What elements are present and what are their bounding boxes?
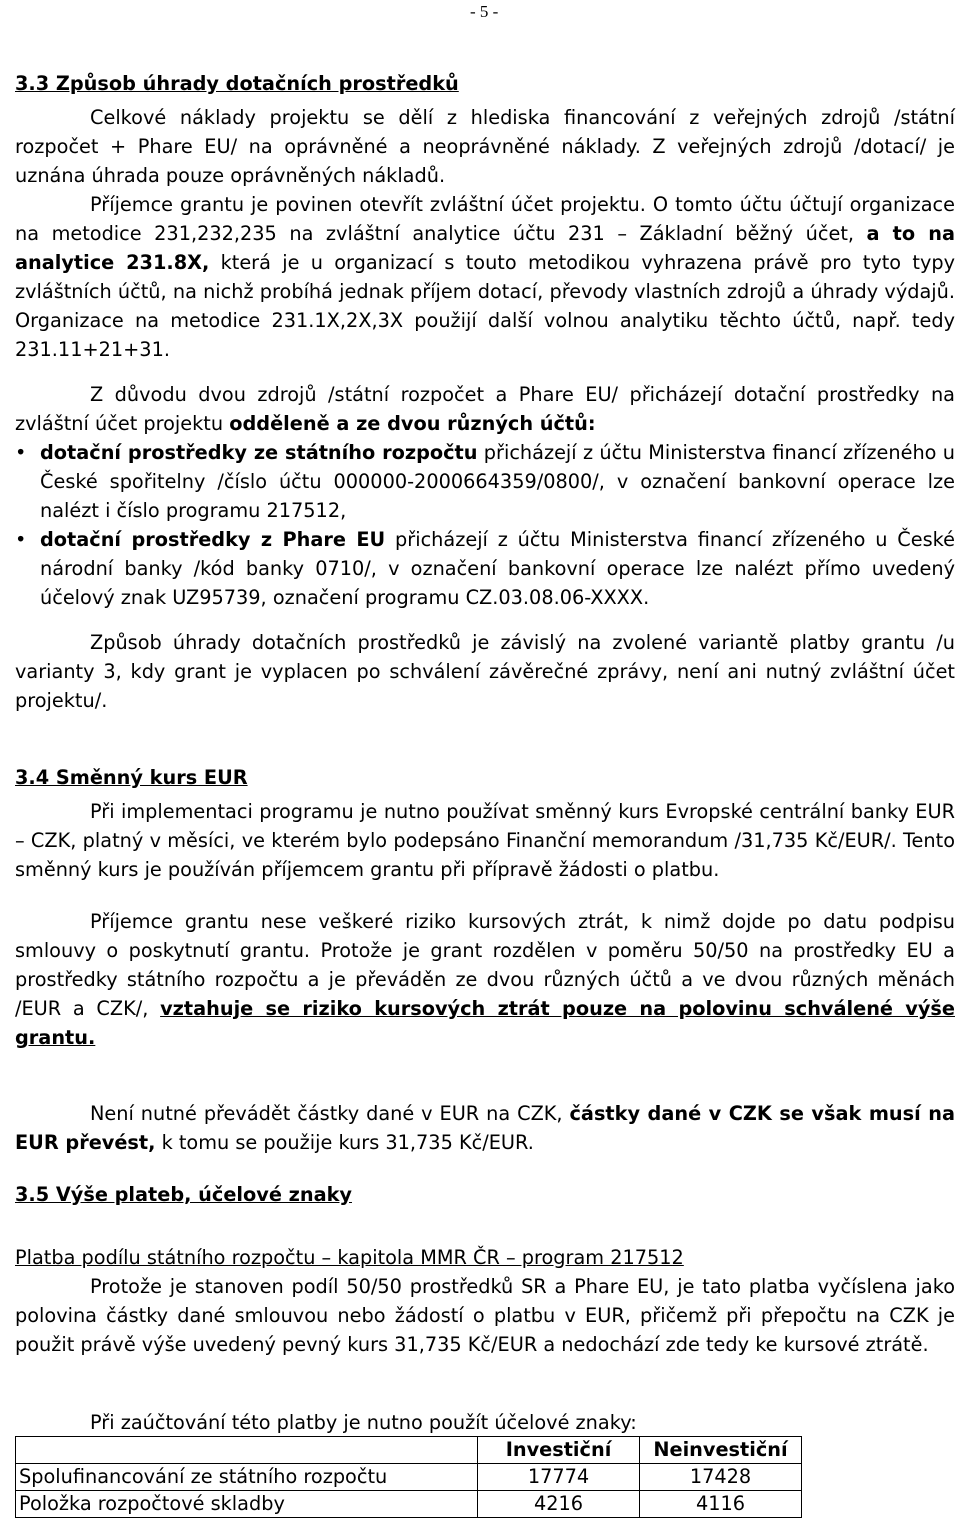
text-run: přicházejí z účtu Ministerstva financí zřízeného u České národní banky /kód banky 0710/, v označení bankovní operace lze nalézt přímo uvedený účelový znak UZ95739, označení programu CZ.03.08.06-XXXX. bbox=[40, 528, 955, 609]
page-number: - 5 - bbox=[470, 2, 499, 21]
bold-run: částky dané v CZK se však musí na EUR převést, bbox=[15, 1102, 955, 1154]
text-run: Příjemce grantu nese veškeré riziko kursových ztrát, k nimž dojde po datu podpisu smlouvy o poskytnutí grantu. Protože je grant rozdělen v poměru 50/50 na prostředky EU a prostředky státního rozpočtu a je převáděn ze dvou různých účtů a ve dvou různých měnách /EUR a CZK/, bbox=[15, 910, 955, 1020]
paragraph-conversion bbox=[15, 1099, 955, 1157]
bold-run: a to na analytice 231.8X, bbox=[15, 222, 955, 274]
paragraph-payment-method: Způsob úhrady dotačních prostředků je závislý na zvolené variantě platby grantu /u varianty 3, kdy grant je vyplacen po schválení závěrečné zprávy, není ani nutný zvláštní účet projektu/. bbox=[15, 631, 955, 712]
table-header-cell: Investiční bbox=[478, 1437, 640, 1464]
text-run: k tomu se použije kurs 31,735 Kč/EUR. bbox=[155, 1131, 534, 1154]
section-heading-3-4: 3.4 Směnný kurs EUR bbox=[15, 766, 248, 789]
table-cell: Položka rozpočtové skladby bbox=[16, 1491, 478, 1518]
text-run: Z důvodu dvou zdrojů /státní rozpočet a Phare EU/ přicházejí dotační prostředky na zvláštní účet projektu bbox=[15, 383, 955, 435]
table-header-row bbox=[16, 1437, 802, 1464]
paragraph-two-sources bbox=[15, 380, 955, 438]
text-run: Není nutné převádět částky dané v EUR na CZK, bbox=[90, 1102, 570, 1125]
paragraph-codes-intro: Při zaúčtování této platby je nutno použít účelové znaky: bbox=[90, 1411, 637, 1434]
paragraph-exchange-rate: Při implementaci programu je nutno používat směnný kurs Evropské centrální banky EUR – CZK, platný v měsíci, ve kterém bylo podepsáno Finanční memorandum /31,735 Kč/EUR/. Tento směnný kurs je používán příjemcem grantu při přípravě žádosti o platbu. bbox=[15, 800, 955, 881]
section-3-4-rate bbox=[15, 797, 955, 884]
section-3-4-risk bbox=[15, 907, 955, 1052]
bold-underlined-run: vztahuje se riziko kursových ztrát pouze na polovinu schválené výše grantu. bbox=[15, 997, 955, 1049]
table-row bbox=[16, 1491, 802, 1518]
table-header-cell bbox=[16, 1437, 478, 1464]
codes-table bbox=[15, 1436, 802, 1518]
bullet-icon: • bbox=[15, 441, 27, 464]
list-item-phare bbox=[15, 525, 955, 612]
bold-run: odděleně a ze dvou různých účtů: bbox=[229, 412, 596, 435]
section-3-3-payment bbox=[15, 628, 955, 715]
text-run: Příjemce grantu je povinen otevřít zvláštní účet projektu. O tomto účtu účtují organizace na metodice 231,232,235 na zvláštní analytice účtu 231 – Základní běžný účet, bbox=[15, 193, 955, 245]
subheading-state-budget-share: Platba podílu státního rozpočtu – kapitola MMR ČR – program 217512 bbox=[15, 1246, 684, 1269]
table-cell: 17774 bbox=[478, 1464, 640, 1491]
paragraph-share: Protože je stanoven podíl 50/50 prostředků SR a Phare EU, je tato platba vyčíslena jako polovina částky dané smlouvou nebo žádostí o platbu v EUR, přičemž při přepočtu na CZK je použit právě výše uvedený pevný kurs 31,735 Kč/EUR a nedochází zde tedy ke kursové ztrátě. bbox=[15, 1275, 955, 1356]
section-heading-3-5: 3.5 Výše plateb, účelové znaky bbox=[15, 1183, 352, 1206]
section-3-3-sources bbox=[15, 380, 955, 612]
section-heading-3-3: 3.3 Způsob úhrady dotačních prostředků bbox=[15, 72, 459, 95]
table-header-cell: Neinvestiční bbox=[640, 1437, 802, 1464]
list-item-state-budget bbox=[15, 438, 955, 525]
text-run: která je u organizací s touto metodikou vyhrazena právě pro tyto typy zvláštních účtů, na nichž probíhá jednak příjem dotací, převody vlastních zdrojů a úhrady výdajů. Organizace na metodice 231.1X,2X,3X použijí další volnou analytiku těchto účtů, např. tedy 231.11+21+31. bbox=[15, 251, 956, 361]
table-cell: 4216 bbox=[478, 1491, 640, 1518]
bold-run: dotační prostředky z Phare EU bbox=[40, 528, 386, 551]
bold-run: dotační prostředky ze státního rozpočtu bbox=[40, 441, 478, 464]
paragraph-special-account bbox=[15, 190, 955, 364]
section-3-3-body bbox=[15, 103, 955, 364]
bullet-icon: • bbox=[15, 528, 27, 551]
paragraph-costs: Celkové náklady projektu se dělí z hlediska financování z veřejných zdrojů /státní rozpočet + Phare EU/ na oprávněné a neoprávněné náklady. Z veřejných zdrojů /dotací/ je uznána úhrada pouze oprávněných nákladů. bbox=[15, 106, 955, 187]
table-cell: 17428 bbox=[640, 1464, 802, 1491]
text-run: přicházejí z účtu Ministerstva financí zřízeného u České spořitelny /číslo účtu 000000-2000664359/0800/, v označení bankovní operace lze nalézt i číslo programu 217512, bbox=[40, 441, 955, 522]
sources-list bbox=[15, 438, 955, 612]
table-cell: 4116 bbox=[640, 1491, 802, 1518]
table-row bbox=[16, 1464, 802, 1491]
section-3-5-codes bbox=[15, 1408, 955, 1437]
section-3-5-body bbox=[15, 1243, 955, 1359]
table-cell: Spolufinancování ze státního rozpočtu bbox=[16, 1464, 478, 1491]
paragraph-exchange-risk bbox=[15, 907, 955, 1052]
section-3-4-conversion bbox=[15, 1099, 955, 1157]
